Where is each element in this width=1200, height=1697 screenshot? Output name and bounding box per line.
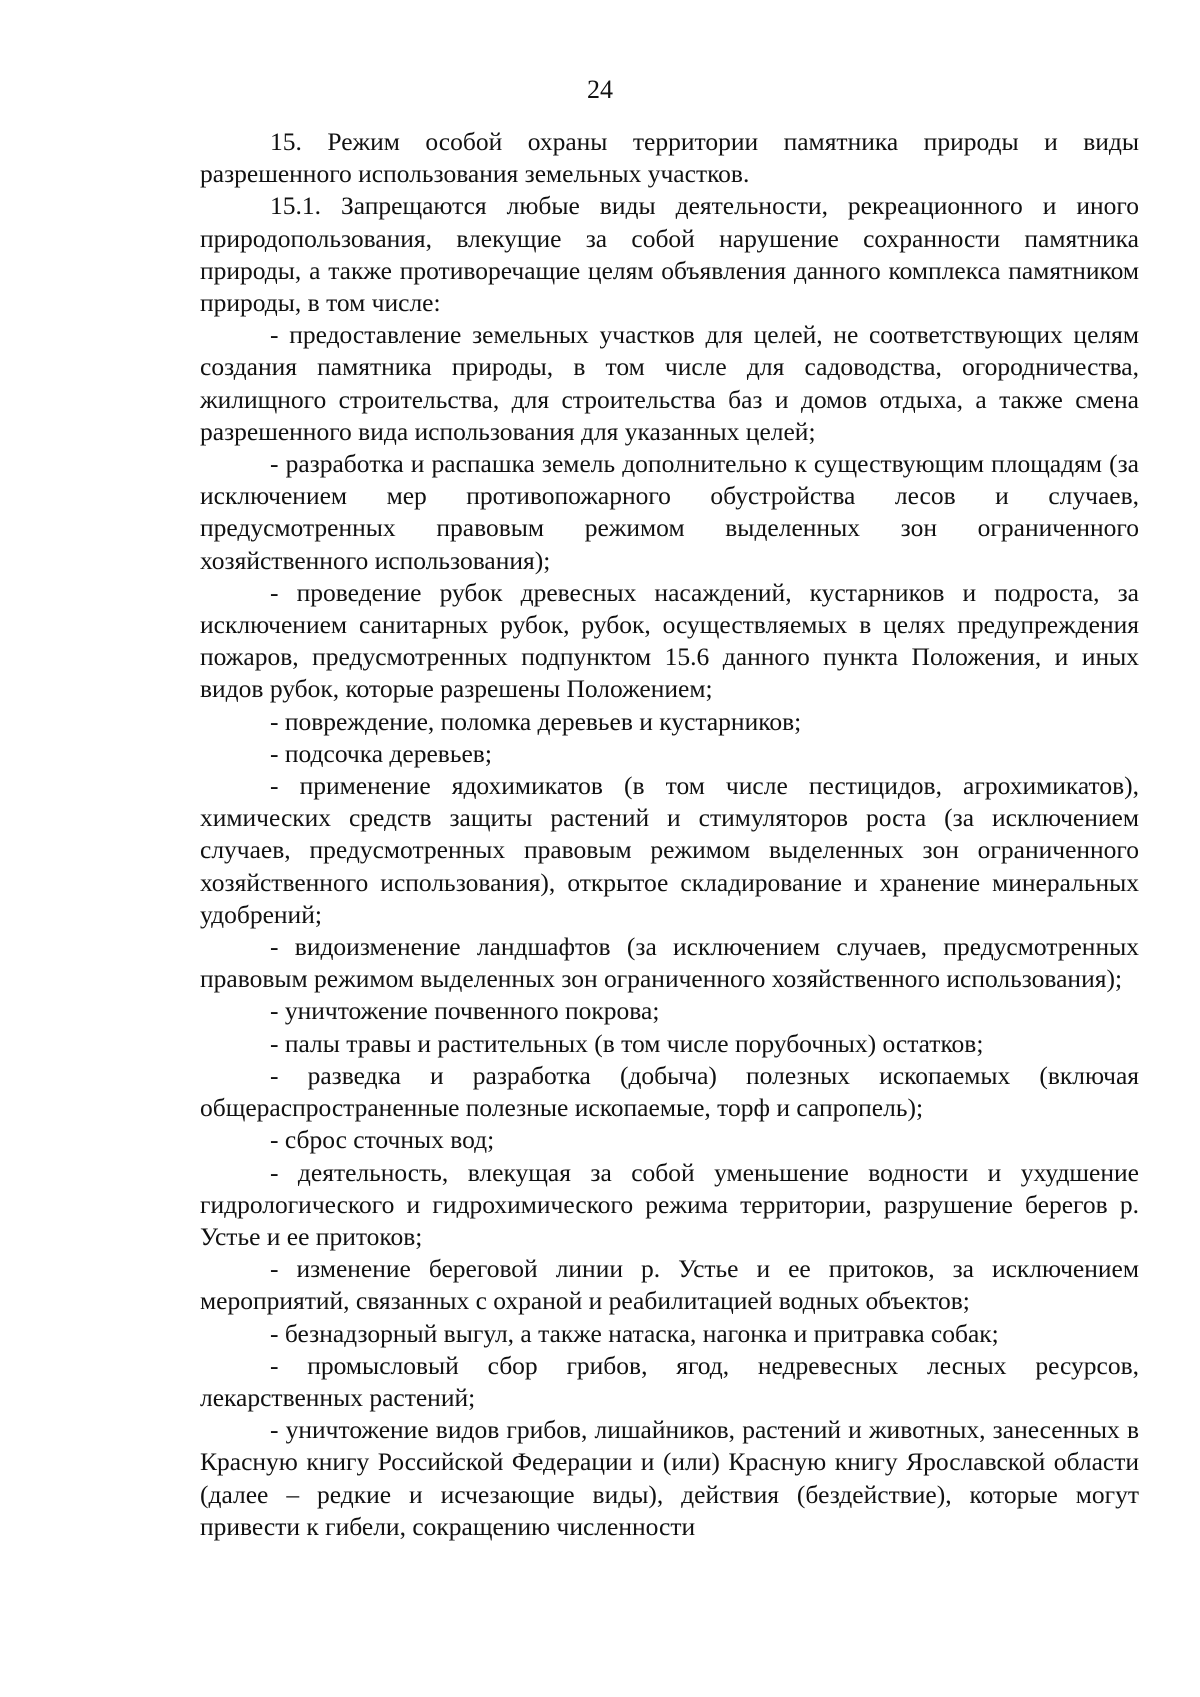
list-item: - разведка и разработка (добыча) полезных ископаемых (включая общераспространенные полезные ископаемые, торф и сапропель); bbox=[200, 1060, 1139, 1123]
list-item: - подсочка деревьев; bbox=[270, 738, 492, 768]
list-item: - сброс сточных вод; bbox=[270, 1125, 495, 1155]
list-item: - деятельность, влекущая за собой уменьшение водности и ухудшение гидрологического и гидрохимического режима территории, разрушение берегов р. Устье и ее притоков; bbox=[200, 1157, 1139, 1251]
list-item: - применение ядохимикатов (в том числе пестицидов, агрохимикатов), химических средств защиты растений и стимуляторов роста (за исключением случаев, предусмотренных правовым режимом выделенных зон ограниченного хозяйственного использования), открытое складирование и хранение минеральных удобрений; bbox=[200, 771, 1139, 929]
list-item: - повреждение, поломка деревьев и кустарников; bbox=[270, 706, 802, 736]
page-number: 24 bbox=[587, 75, 613, 104]
list-item: - безнадзорный выгул, а также натаска, нагонка и притравка собак; bbox=[270, 1318, 999, 1348]
list-item: - видоизменение ландшафтов (за исключением случаев, предусмотренных правовым режимом выделенных зон ограниченного хозяйственного использования); bbox=[200, 932, 1139, 994]
section-heading: 15. Режим особой охраны территории памятника природы и виды разрешенного использования земельных участков. bbox=[200, 127, 1139, 189]
list-item: - уничтожение почвенного покрова; bbox=[270, 996, 660, 1026]
list-item: - уничтожение видов грибов, лишайников, растений и животных, занесенных в Красную книгу Российской Федерации и (или) Красную книгу Ярославской области (далее – редкие и исчезающие виды), действия (бездействие), которые могут привести к гибели, сокращению численности bbox=[200, 1415, 1139, 1541]
list-item: - предоставление земельных участков для целей, не соответствующих целям создания памятника природы, в том числе для садоводства, огородничества, жилищного строительства, для строительства баз и домов отдыха, а также смена разрешенного вида использования для указанных целей; bbox=[200, 320, 1139, 446]
list-item: - промысловый сбор грибов, ягод, недревесных лесных ресурсов, лекарственных растений; bbox=[200, 1350, 1139, 1412]
list-item: - разработка и распашка земель дополнительно к существующим площадям (за исключением мер противопожарного обустройства лесов и случаев, предусмотренных правовым режимом выделенных зон ограниченного хозяйственного использования); bbox=[200, 449, 1139, 575]
list-item: - палы травы и растительных (в том числе порубочных) остатков; bbox=[270, 1028, 984, 1058]
list-item: - изменение береговой линии р. Устье и ее притоков, за исключением мероприятий, связанных с охраной и реабилитацией водных объектов; bbox=[200, 1254, 1139, 1316]
list-item: - проведение рубок древесных насаждений, кустарников и подроста, за исключением санитарных рубок, рубок, осуществляемых в целях предупреждения пожаров, предусмотренных подпунктом 15.6 данного пункта Положения, и иных видов рубок, которые разрешены Положением; bbox=[200, 577, 1139, 704]
paragraph: 15.1. Запрещаются любые виды деятельности, рекреационного и иного природопользования, влекущие за собой нарушение сохранности памятника природы, а также противоречащие целям объявления данного комплекса памятником природы, в том числе: bbox=[200, 191, 1139, 318]
document-body bbox=[200, 126, 1139, 1543]
